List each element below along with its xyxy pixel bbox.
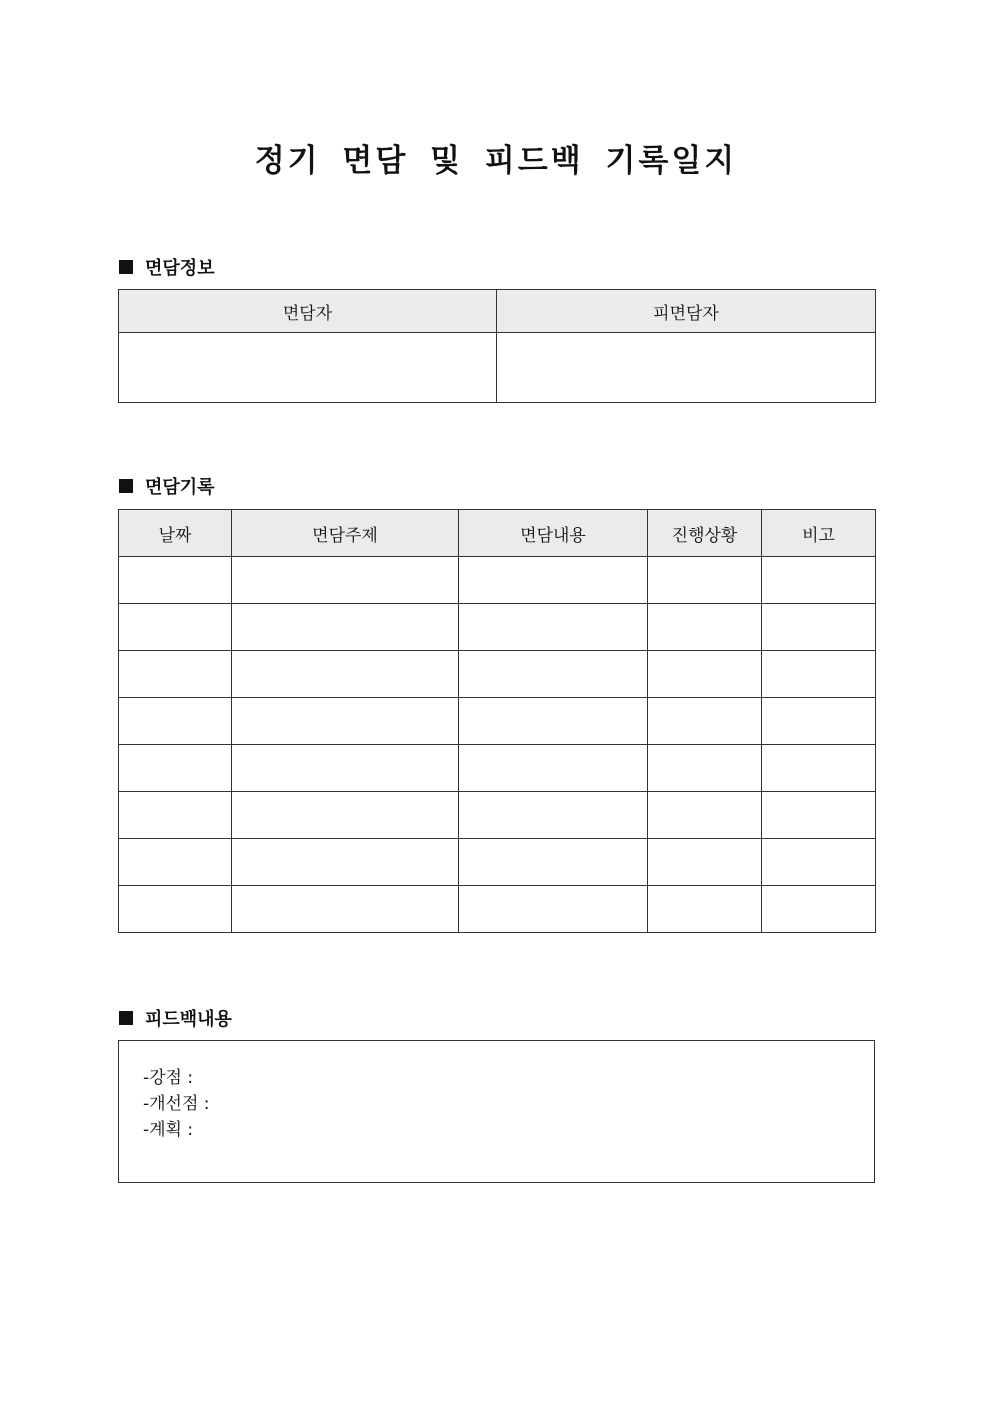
progress-cell[interactable] <box>648 557 762 604</box>
feedback-box[interactable] <box>118 1040 875 1183</box>
remarks-cell[interactable] <box>762 745 876 792</box>
feedback-improvements: -개선점 : <box>143 1094 210 1114</box>
table-row <box>119 333 876 403</box>
content-cell[interactable] <box>459 651 648 698</box>
header-date: 날짜 <box>119 510 232 557</box>
topic-cell[interactable] <box>232 839 459 886</box>
content-cell[interactable] <box>459 886 648 933</box>
interviewee-cell[interactable] <box>497 333 876 403</box>
date-cell[interactable] <box>119 792 232 839</box>
remarks-cell[interactable] <box>762 698 876 745</box>
table-row <box>119 698 876 745</box>
section-heading-feedback <box>119 1005 232 1031</box>
remarks-cell[interactable] <box>762 651 876 698</box>
section-heading-record <box>119 473 215 499</box>
progress-cell[interactable] <box>648 698 762 745</box>
progress-cell[interactable] <box>648 792 762 839</box>
topic-cell[interactable] <box>232 651 459 698</box>
remarks-cell[interactable] <box>762 839 876 886</box>
date-cell[interactable] <box>119 839 232 886</box>
date-cell[interactable] <box>119 698 232 745</box>
table-header-row <box>119 510 876 557</box>
header-interviewee: 피면담자 <box>497 290 876 333</box>
date-cell[interactable] <box>119 604 232 651</box>
table-row <box>119 886 876 933</box>
progress-cell[interactable] <box>648 839 762 886</box>
topic-cell[interactable] <box>232 698 459 745</box>
content-cell[interactable] <box>459 792 648 839</box>
content-cell[interactable] <box>459 698 648 745</box>
remarks-cell[interactable] <box>762 604 876 651</box>
table-row <box>119 839 876 886</box>
topic-cell[interactable] <box>232 557 459 604</box>
date-cell[interactable] <box>119 557 232 604</box>
date-cell[interactable] <box>119 745 232 792</box>
square-bullet-icon <box>119 1011 133 1025</box>
topic-cell[interactable] <box>232 792 459 839</box>
header-topic: 면담주제 <box>232 510 459 557</box>
progress-cell[interactable] <box>648 745 762 792</box>
remarks-cell[interactable] <box>762 557 876 604</box>
topic-cell[interactable] <box>232 745 459 792</box>
feedback-plan: -계획 : <box>143 1120 194 1140</box>
date-cell[interactable] <box>119 886 232 933</box>
remarks-cell[interactable] <box>762 886 876 933</box>
content-cell[interactable] <box>459 745 648 792</box>
content-cell[interactable] <box>459 557 648 604</box>
content-cell[interactable] <box>459 839 648 886</box>
square-bullet-icon <box>119 479 133 493</box>
table-row <box>119 557 876 604</box>
progress-cell[interactable] <box>648 651 762 698</box>
table-row <box>119 745 876 792</box>
section-heading-info <box>119 254 215 280</box>
date-cell[interactable] <box>119 651 232 698</box>
header-content: 면담내용 <box>459 510 648 557</box>
section-heading-label: 면담정보 <box>145 258 215 279</box>
header-interviewer: 면담자 <box>119 290 497 333</box>
feedback-strengths: -강점 : <box>143 1068 194 1088</box>
table-row <box>119 604 876 651</box>
header-progress: 진행상황 <box>648 510 762 557</box>
table-header-row <box>119 290 876 333</box>
progress-cell[interactable] <box>648 604 762 651</box>
section-heading-label: 면담기록 <box>145 477 215 498</box>
header-remarks: 비고 <box>762 510 876 557</box>
interview-info-table <box>118 289 876 403</box>
topic-cell[interactable] <box>232 886 459 933</box>
section-heading-label: 피드백내용 <box>145 1009 232 1030</box>
interview-record-table <box>118 509 876 933</box>
topic-cell[interactable] <box>232 604 459 651</box>
content-cell[interactable] <box>459 604 648 651</box>
interviewer-cell[interactable] <box>119 333 497 403</box>
square-bullet-icon <box>119 260 133 274</box>
table-row <box>119 651 876 698</box>
document-title: 정기 면담 및 피드백 기록일지 <box>254 143 738 179</box>
remarks-cell[interactable] <box>762 792 876 839</box>
table-row <box>119 792 876 839</box>
progress-cell[interactable] <box>648 886 762 933</box>
